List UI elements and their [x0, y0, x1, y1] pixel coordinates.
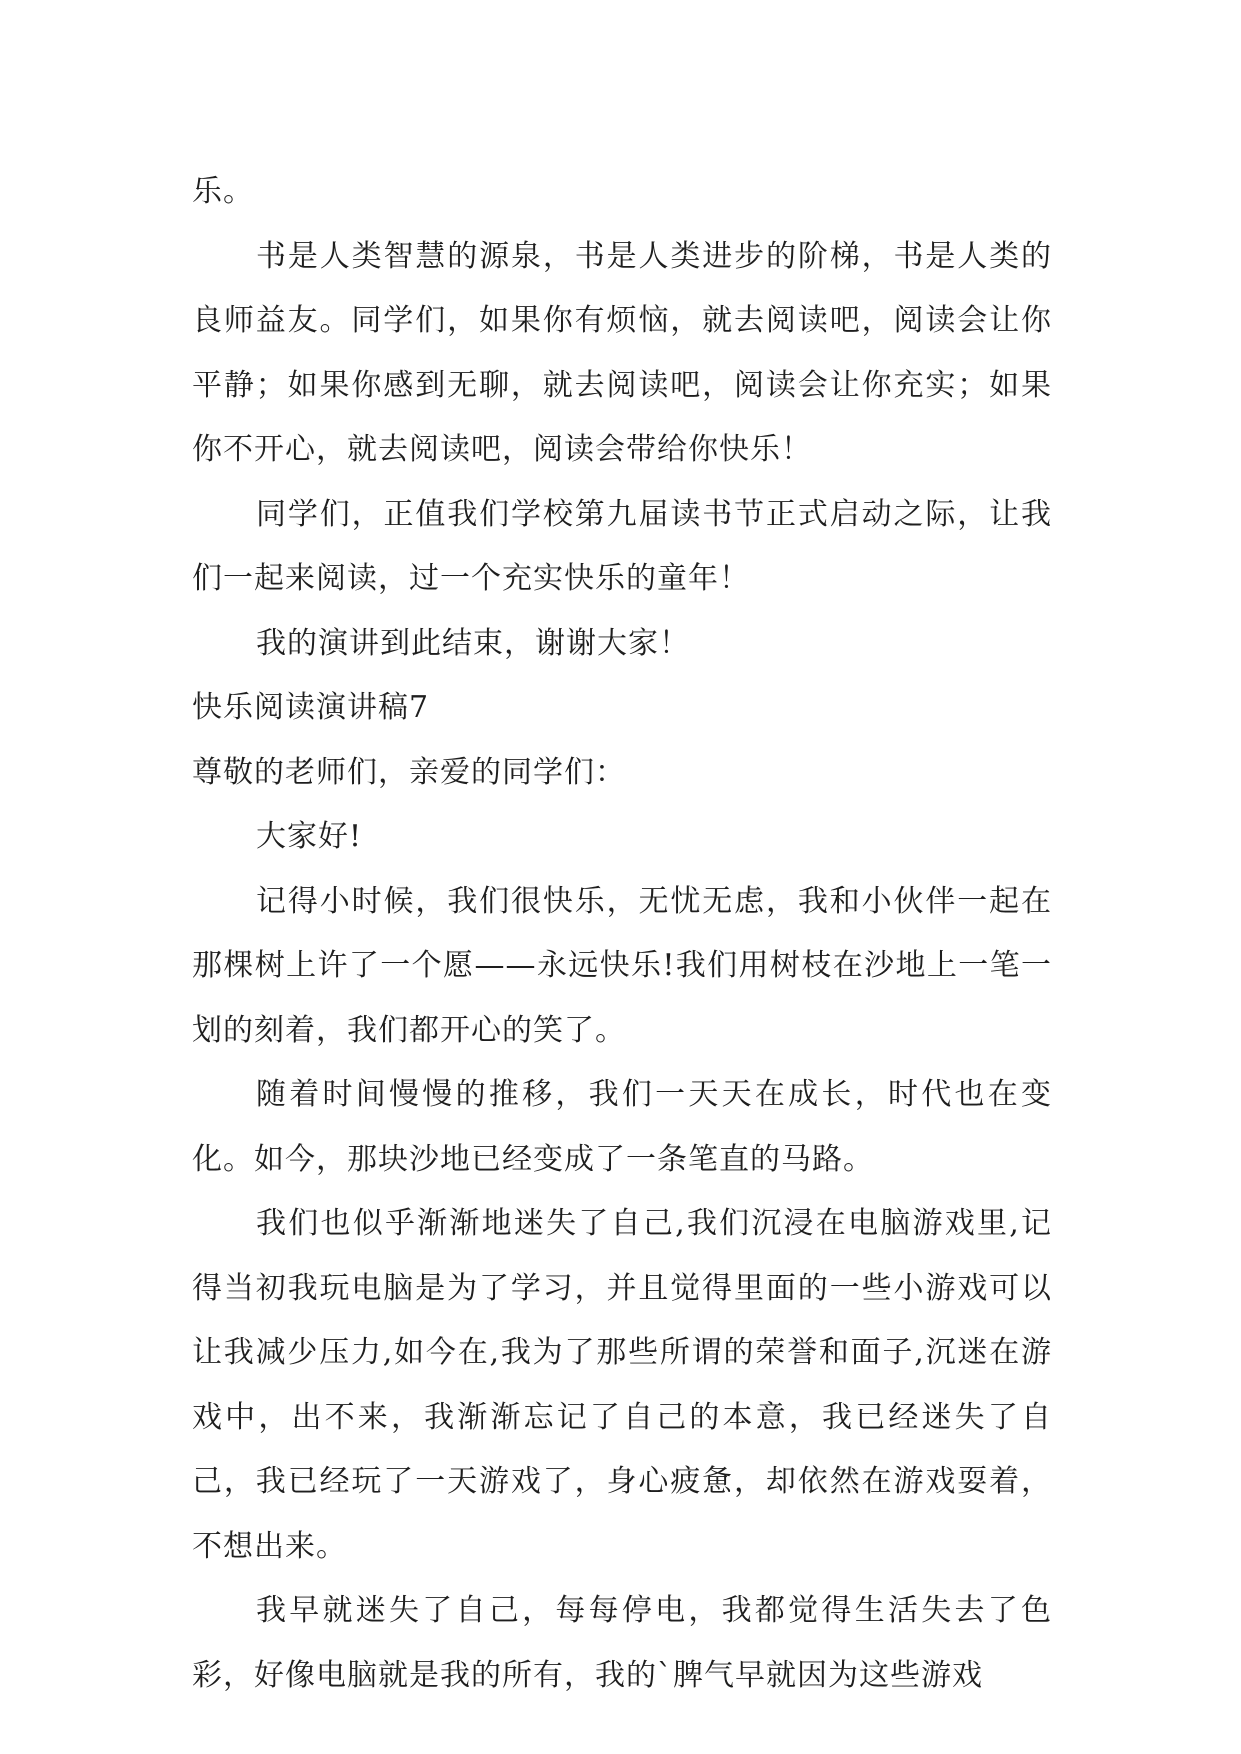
paragraph-lost-in-games: 我们也似乎渐渐地迷失了自己,我们沉浸在电脑游戏里,记得当初我玩电脑是为了学习，并且觉得里面的一些小游戏可以让我减少压力,如今在,我为了那些所谓的荣誉和面子,沉迷在游戏中，出不来，我渐渐忘记了自己的本意，我已经迷失了自己，我已经玩了一天游戏了，身心疲惫，却依然在游戏耍着，不想出来。	[192, 1206, 1052, 1564]
paragraph-books-wisdom: 书是人类智慧的源泉，书是人类进步的阶梯，书是人类的良师益友。同学们，如果你有烦恼，就去阅读吧，阅读会让你平静；如果你感到无聊，就去阅读吧，阅读会让你充实；如果你不开心，就去阅读吧，阅读会带给你快乐！	[192, 238, 1052, 467]
paragraph-speech-end: 我的演讲到此结束，谢谢大家！	[256, 625, 690, 661]
paragraph-reading-festival: 同学们，正值我们学校第九届读书节正式启动之际，让我们一起来阅读，过一个充实快乐的童年！	[192, 496, 1052, 596]
section-heading: 快乐阅读演讲稿7	[192, 690, 430, 725]
paragraph-time-passing: 随着时间慢慢的推移，我们一天天在成长，时代也在变化。如今，那块沙地已经变成了一条笔直的马路。	[192, 1077, 1052, 1177]
paragraph-power-outage: 我早就迷失了自己，每每停电，我都觉得生活失去了色彩，好像电脑就是我的所有，我的`脾气早就因为这些游戏	[192, 1593, 1052, 1693]
salutation: 尊敬的老师们，亲爱的同学们：	[192, 754, 626, 790]
paragraph-childhood: 记得小时候，我们很快乐，无忧无虑，我和小伙伴一起在那棵树上许了一个愿——永远快乐!我们用树枝在沙地上一笔一划的刻着，我们都开心的笑了。	[192, 883, 1052, 1048]
paragraph-continuation: 乐。	[192, 174, 254, 209]
document-body	[192, 160, 1052, 1708]
greeting: 大家好!	[256, 819, 363, 854]
